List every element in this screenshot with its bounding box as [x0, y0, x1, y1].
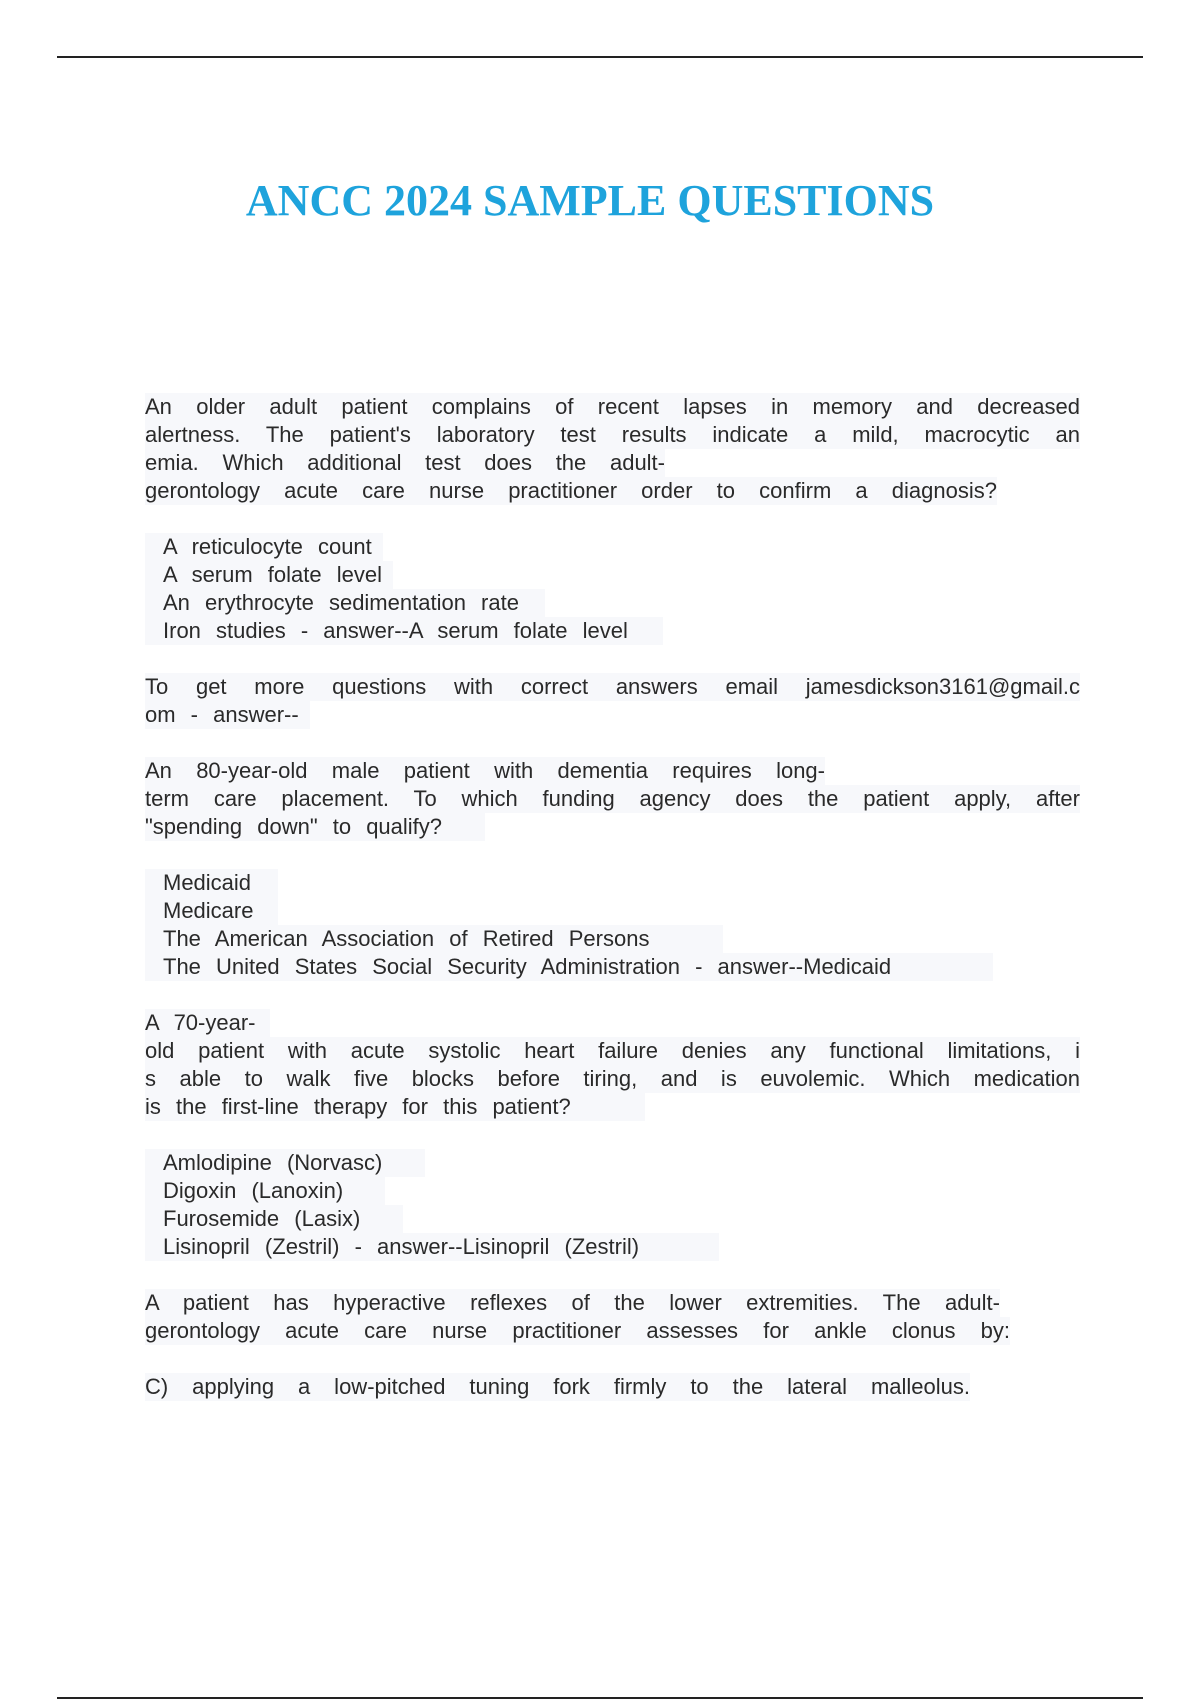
top-rule	[57, 56, 1143, 58]
document-body	[145, 393, 1080, 1401]
question-2	[145, 757, 1080, 981]
answer-option-with-answer: Lisinopril (Zestril) - answer--Lisinopril (Zestril)	[145, 1233, 719, 1261]
answer-option: Amlodipine (Norvasc)	[145, 1149, 425, 1177]
question-text-line: gerontology acute care nurse practitioner assesses for ankle clonus by:	[145, 1318, 1010, 1343]
question-text-line: "spending down" to qualify?	[145, 813, 485, 841]
answer-option: The American Association of Retired Persons	[145, 925, 723, 953]
answer-option-with-answer: Iron studies - answer--A serum folate level	[145, 617, 663, 645]
answer-option: Digoxin (Lanoxin)	[145, 1177, 385, 1205]
question-3	[145, 1009, 1080, 1261]
question-text-line: emia. Which additional test does the adult-	[145, 450, 665, 475]
question-text-line: An older adult patient complains of recent lapses in memory and decreased	[145, 394, 1080, 419]
answer-option: A serum folate level	[145, 561, 393, 589]
question-text-line: alertness. The patient's laboratory test results indicate a mild, macrocytic an	[145, 422, 1080, 447]
question-text-line: old patient with acute systolic heart failure denies any functional limitations, i	[145, 1038, 1080, 1063]
answer-option: Medicaid	[145, 869, 278, 897]
question-text-line: term care placement. To which funding agency does the patient apply, after	[145, 786, 1080, 811]
bottom-rule	[57, 1697, 1143, 1699]
promo-text-line: To get more questions with correct answers email jamesdickson3161@gmail.c	[145, 674, 1080, 699]
answer-option: Medicare	[145, 897, 278, 925]
question-text-line: gerontology acute care nurse practitioner order to confirm a diagnosis?	[145, 478, 997, 503]
question-text-line: A patient has hyperactive reflexes of the lower extremities. The adult-	[145, 1290, 1000, 1315]
question-text-line: An 80-year-old male patient with dementia requires long-	[145, 758, 825, 783]
answer-option: A reticulocyte count	[145, 533, 383, 561]
question-4	[145, 1289, 1080, 1401]
answer-option: An erythrocyte sedimentation rate	[145, 589, 545, 617]
answer-option: Furosemide (Lasix)	[145, 1205, 403, 1233]
email-promo	[145, 673, 1080, 729]
question-text-line: is the first-line therapy for this patient?	[145, 1093, 645, 1121]
answer-line: C) applying a low-pitched tuning fork firmly to the lateral malleolus.	[145, 1374, 970, 1399]
promo-text-line: om - answer--	[145, 701, 310, 729]
document-title: ANCC 2024 SAMPLE QUESTIONS	[245, 176, 935, 226]
question-1	[145, 393, 1080, 645]
question-text-line: A 70-year-	[145, 1009, 270, 1037]
answer-option-with-answer: The United States Social Security Administration - answer--Medicaid	[145, 953, 993, 981]
question-text-line: s able to walk five blocks before tiring, and is euvolemic. Which medication	[145, 1066, 1080, 1091]
